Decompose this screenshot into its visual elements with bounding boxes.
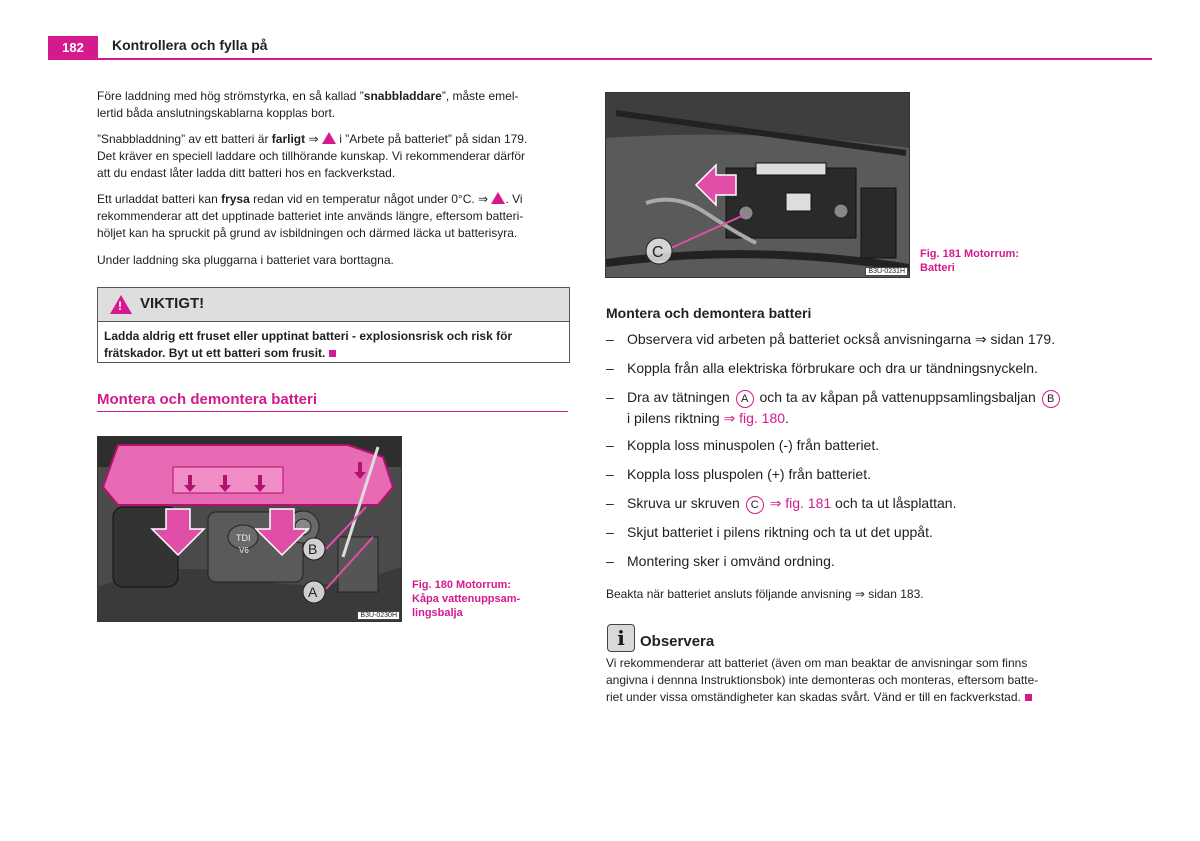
step-3 — [606, 387, 1086, 428]
step-5 — [606, 464, 1086, 484]
paragraph-plugs: Under laddning ska pluggarna i batteriet vara borttagna. — [97, 253, 394, 267]
observera-line: riet under vissa omständigheter kan skadas svårt. Vänd er till en fackverkstad. — [606, 690, 1021, 704]
para3-bold: frysa — [221, 192, 250, 206]
observera-title: Observera — [640, 633, 715, 650]
warning-line1: Ladda aldrig ett fruset eller upptinat batteri - explosionsrisk och risk för — [104, 329, 513, 343]
step-text — [627, 387, 1082, 428]
step-text-part: i pilens riktning — [627, 410, 724, 426]
step-text-part: och ta av kåpan på vattenuppsamlingsbaljan — [755, 389, 1040, 405]
para3-text-2: redan vid en temperatur något under 0°C. ⇒ — [249, 192, 492, 206]
step-text: Koppla loss minuspolen (-) från batteriet. — [627, 437, 880, 453]
para2-text: ”Snabbladdning” av ett batteri är — [97, 132, 272, 146]
step-text-part: och ta ut låsplattan. — [831, 495, 957, 511]
figure-180-engine-bay — [97, 436, 402, 622]
para3-text-3: . Vi — [505, 192, 523, 206]
list-dash: – — [606, 331, 614, 347]
section-title: Montera och demontera batteri — [97, 391, 318, 408]
figure-code: B3U-0230H — [357, 611, 400, 620]
list-dash: – — [606, 360, 614, 376]
para1-bold: snabbladdare — [363, 89, 442, 103]
callout-b: B — [308, 541, 318, 557]
v6-label: V6 — [239, 546, 249, 555]
warning-line2: frätskador. Byt ut ett batteri som frusit. — [104, 346, 326, 360]
list-dash: – — [606, 553, 614, 569]
paragraph-freezing — [97, 191, 569, 242]
warning-title: VIKTIGT! — [140, 295, 205, 312]
caption-line: lingsbalja — [412, 607, 463, 619]
warning-icon — [322, 132, 336, 144]
step-text-part: . — [785, 410, 789, 426]
callout-a-ref: A — [736, 390, 754, 408]
step-2 — [606, 358, 1086, 378]
step-text: Koppla från alla elektriska förbrukare och dra ur tändningsnyckeln. — [627, 360, 1038, 376]
para2-arrow: ⇒ — [305, 132, 322, 146]
warning-text — [98, 322, 569, 368]
connection-note: Beakta när batteriet ansluts följande anvisning ⇒ sidan 183. — [606, 587, 924, 601]
para1-text-3: lertid båda anslutningskablarna kopplas bort. — [97, 106, 336, 120]
observera-text — [606, 655, 1086, 706]
engine-bay-illustration — [98, 437, 401, 621]
warning-header — [98, 288, 569, 322]
list-dash: – — [606, 466, 614, 482]
step-text: Skjut batteriet i pilens riktning och ta ut det uppåt. — [627, 524, 933, 540]
info-icon-glyph: i — [617, 626, 625, 650]
list-dash: – — [606, 389, 614, 405]
step-text: Observera vid arbeten på batteriet också anvisningarna ⇒ sidan 179. — [627, 331, 1056, 347]
step-4 — [606, 435, 1086, 455]
end-mark-icon — [1025, 694, 1032, 701]
procedure-title: Montera och demontera batteri — [606, 305, 812, 321]
caption-line: Fig. 180 Motorrum: — [412, 579, 512, 591]
figure-code: B3U-0231H — [865, 267, 908, 276]
warning-icon — [491, 192, 505, 204]
figure-180-link[interactable]: ⇒ fig. 180 — [723, 410, 786, 426]
step-text: Koppla loss pluspolen (+) från batteriet. — [627, 466, 871, 482]
step-text: Montering sker i omvänd ordning. — [627, 553, 835, 569]
warning-box — [97, 287, 570, 363]
step-7 — [606, 522, 1086, 542]
step-text-part: Dra av tätningen — [627, 389, 734, 405]
battery-illustration — [606, 93, 909, 277]
warning-icon — [110, 295, 132, 314]
callout-b-ref: B — [1042, 390, 1060, 408]
para3-text: Ett urladdat batteri kan — [97, 192, 222, 206]
step-text — [627, 493, 1082, 514]
list-dash: – — [606, 495, 614, 511]
step-8 — [606, 551, 1086, 571]
header-rule — [98, 58, 1152, 60]
caption-line: Kåpa vattenuppsam- — [412, 593, 521, 605]
para3-line2: rekommenderar att det upptinade batteriet inte används längre, eftersom batteri- — [97, 209, 524, 223]
para2-bold: farligt — [271, 132, 306, 146]
para2-text-2: i ”Arbete på batteriet” på sidan 179. — [335, 132, 528, 146]
list-dash: – — [606, 524, 614, 540]
callout-c-ref: C — [746, 496, 764, 514]
paragraph-fast-charger — [97, 88, 569, 122]
caption-line: Batteri — [920, 262, 955, 274]
step-text-part: Skruva ur skruven — [627, 495, 744, 511]
callout-a: A — [308, 584, 318, 600]
tdi-label: TDI — [236, 533, 251, 543]
caption-line: Fig. 181 Motorrum: — [920, 248, 1020, 260]
section-rule — [97, 411, 568, 412]
page-number: 182 — [48, 36, 98, 60]
para1-text-2: ”, måste emel- — [441, 89, 519, 103]
callout-c: C — [652, 244, 664, 261]
list-dash: – — [606, 437, 614, 453]
figure-180-caption — [412, 578, 552, 620]
para2-line3: att du endast låter ladda ditt batteri hos en fackverkstad. — [97, 166, 396, 180]
chapter-title: Kontrollera och fylla på — [112, 37, 268, 53]
observera-line: Vi rekommenderar att batteriet (även om man beaktar de anvisningar som finns — [606, 656, 1028, 670]
figure-181-caption — [920, 247, 1070, 275]
para1-text: Före laddning med hög strömstyrka, en så kallad ” — [97, 89, 364, 103]
info-icon — [607, 624, 635, 652]
figure-181-link[interactable]: ⇒ fig. 181 — [765, 495, 832, 511]
para2-line2: Det kräver en speciell laddare och tillhörande kunskap. Vi rekommenderar därför — [97, 149, 525, 163]
observera-line: angivna i dennna Instruktionsbok) inte demonteras och monteras, eftersom batte- — [606, 673, 1039, 687]
end-mark-icon — [329, 350, 336, 357]
step-6 — [606, 493, 1086, 514]
paragraph-quick-charging — [97, 131, 569, 182]
figure-181-battery — [605, 92, 910, 278]
para3-line3: höljet kan ha spruckit på grund av isbildningen och därmed läcka ut batterisyra. — [97, 226, 518, 240]
step-1 — [606, 329, 1086, 349]
